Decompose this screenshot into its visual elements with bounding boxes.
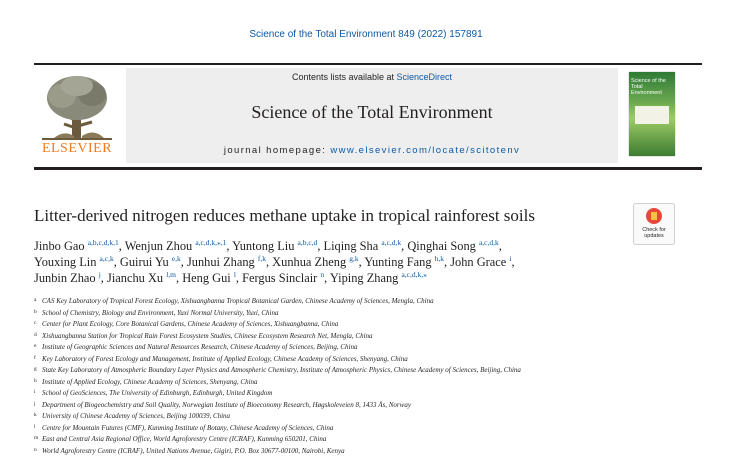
author-list xyxy=(34,238,634,286)
author-affiliation-marks[interactable]: a,c,d,k,⁎,1 xyxy=(195,238,227,247)
affiliation-key: b xyxy=(34,308,37,315)
author-separator: , xyxy=(176,271,183,285)
affiliation-key: g xyxy=(34,366,37,372)
author-name[interactable]: John Grace xyxy=(450,255,510,269)
author-affiliation-marks[interactable]: a,c,d,k xyxy=(381,238,402,247)
author-name[interactable]: Jinbo Gao xyxy=(34,239,88,253)
contents-prefix: Contents lists available at xyxy=(291,72,397,82)
author-affiliation-marks[interactable]: f,k xyxy=(257,254,266,263)
affiliation-item xyxy=(34,410,714,422)
author-affiliation-marks[interactable]: i xyxy=(509,254,512,263)
author-affiliation-marks[interactable]: n xyxy=(320,270,325,279)
affiliation-item xyxy=(34,387,714,399)
affiliation-text: State Key Laboratory of Atmospheric Boundary Layer Physics and Atmospheric Chemistry, Institute of Atmospheric Physics, Chinese Academy of Sciences, Beijing, China xyxy=(42,366,521,374)
affiliation-key: n xyxy=(34,446,37,453)
affiliation-text: Department of Biogeochemistry and Soil Quality, Norwegian Institute of Bioeconomy Research, Høgskoleveien 8, 1433 Ås, Norway xyxy=(42,400,411,409)
contents-line xyxy=(126,72,618,82)
sciencedirect-link[interactable]: ScienceDirect xyxy=(396,72,453,82)
check-for-updates-label: Check for updates xyxy=(642,227,666,239)
author-affiliation-marks[interactable]: h,k xyxy=(434,254,444,263)
affiliation-text: School of Chemistry, Biology and Environment, Yuxi Normal University, Yuxi, China xyxy=(42,308,279,317)
journal-cover-thumbnail[interactable] xyxy=(629,72,675,156)
author-name[interactable]: Yuntong Liu xyxy=(232,239,298,253)
journal-title: Science of the Total Environment xyxy=(251,102,493,122)
top-rule xyxy=(34,63,702,65)
author-name[interactable]: Junhui Zhang xyxy=(186,255,258,269)
affiliation-text: CAS Key Laboratory of Tropical Forest Ecology, Xishuangbanna Tropical Botanical Garden, Chinese Academy of Sciences, Mengla, China xyxy=(42,297,434,305)
affiliation-item xyxy=(34,445,714,457)
author-separator: , xyxy=(324,271,330,285)
affiliation-text: University of Chinese Academy of Sciences, Beijing 100039, China xyxy=(42,412,231,420)
affiliation-text: Xishuangbanna Station for Tropical Rain Forest Ecosystem Studies, Chinese Ecosystem Research Net, Mengla, China xyxy=(42,331,373,340)
author-affiliation-marks[interactable]: a,c,d,k,⁎ xyxy=(401,270,427,279)
affiliation-item xyxy=(34,318,714,330)
author-separator: , xyxy=(118,239,125,253)
author-affiliation-marks[interactable]: a,c,k xyxy=(99,254,114,263)
affiliation-item xyxy=(34,353,714,365)
affiliation-text: Centre for Mountain Futures (CMF), Kunming Institute of Botany, Chinese Academy of Sciences, China xyxy=(42,423,334,432)
author-affiliation-marks[interactable]: j xyxy=(98,270,101,279)
author-separator: , xyxy=(443,255,451,269)
author-line xyxy=(34,270,634,286)
author-affiliation-marks[interactable]: e,k xyxy=(171,254,181,263)
homepage-line xyxy=(126,145,618,156)
author-separator: , xyxy=(113,255,120,269)
homepage-link[interactable]: www.elsevier.com/locate/scitotenv xyxy=(330,145,521,156)
affiliation-text: Institute of Geographic Sciences and Natural Resources Research, Chinese Academy of Sciences, Beijing, China xyxy=(42,343,358,351)
bottom-rule xyxy=(34,167,702,170)
affiliation-key: i xyxy=(34,389,36,395)
author-name[interactable]: Junbin Zhao xyxy=(34,271,99,285)
author-separator: , xyxy=(100,271,107,285)
affiliation-item xyxy=(34,307,714,319)
author-affiliation-marks[interactable]: l,m xyxy=(166,270,176,279)
journal-masthead xyxy=(126,68,618,163)
affiliation-text: East and Central Asia Regional Office, World Agroforestry Centre (ICRAF), Kunming 650201, China xyxy=(42,435,327,443)
author-name[interactable]: Heng Gui xyxy=(182,271,234,285)
affiliation-text: Institute of Applied Ecology, Chinese Academy of Sciences, Shenyang, China xyxy=(42,377,258,386)
author-name[interactable]: Yunting Fang xyxy=(364,255,435,269)
author-affiliation-marks[interactable]: g,k xyxy=(349,254,359,263)
affiliation-text: Key Laboratory of Forest Ecology and Management, Institute of Applied Ecology, Chinese Academy of Sciences, Shenyang, China xyxy=(42,354,408,363)
affiliation-list xyxy=(34,295,714,456)
author-separator: , xyxy=(358,255,365,269)
author-name[interactable]: Xunhua Zheng xyxy=(272,255,350,269)
affiliation-key: l xyxy=(34,423,36,430)
affiliation-item xyxy=(34,399,714,411)
author-affiliation-marks[interactable]: a,b,c,d,k,1 xyxy=(87,238,119,247)
affiliation-key: k xyxy=(34,412,37,418)
author-name[interactable]: Yiping Zhang xyxy=(329,271,402,285)
author-name[interactable]: Fergus Sinclair xyxy=(242,271,321,285)
affiliation-item xyxy=(34,422,714,434)
affiliation-item xyxy=(34,364,714,376)
affiliation-item xyxy=(34,341,714,353)
affiliation-item xyxy=(34,376,714,388)
author-line xyxy=(34,254,634,270)
elsevier-wordmark[interactable]: ELSEVIER xyxy=(41,141,113,156)
author-separator: , xyxy=(511,255,515,269)
affiliation-key: h xyxy=(34,377,37,384)
affiliation-key: a xyxy=(34,297,37,303)
homepage-prefix: journal homepage: xyxy=(223,145,331,156)
author-separator: , xyxy=(180,255,187,269)
affiliation-item xyxy=(34,330,714,342)
cover-title: Science of the Total Environment xyxy=(631,78,666,96)
author-affiliation-marks[interactable]: l xyxy=(233,270,236,279)
check-for-updates-icon xyxy=(646,208,662,224)
author-separator: , xyxy=(401,239,408,253)
author-separator: , xyxy=(235,271,243,285)
author-name[interactable]: Guirui Yu xyxy=(119,255,172,269)
cover-inset xyxy=(635,106,669,124)
author-affiliation-marks[interactable]: a,b,c,d xyxy=(297,238,318,247)
affiliation-key: d xyxy=(34,331,37,338)
author-name[interactable]: Liqing Sha xyxy=(323,239,382,253)
affiliation-item xyxy=(34,433,714,445)
article-title: Litter-derived nitrogen reduces methane uptake in tropical rainforest soils xyxy=(34,206,535,225)
affiliation-key: e xyxy=(34,343,37,349)
affiliation-key: f xyxy=(34,354,36,361)
author-separator: , xyxy=(498,239,502,253)
author-name[interactable]: Jianchu Xu xyxy=(107,271,167,285)
affiliation-key: m xyxy=(34,435,39,441)
affiliation-item xyxy=(34,295,714,307)
author-name[interactable]: Qinghai Song xyxy=(407,239,479,253)
affiliation-key: j xyxy=(34,400,36,407)
check-for-updates-button[interactable] xyxy=(633,203,675,245)
author-separator: , xyxy=(226,239,233,253)
journal-reference[interactable]: Science of the Total Environment 849 (2022) 157891 xyxy=(249,29,483,40)
affiliation-text: World Agroforestry Centre (ICRAF), United Nations Avenue, Gigiri, P.O. Box 30677-00100, Nairobi, Kenya xyxy=(42,446,345,455)
affiliation-text: School of GeoSciences, The University of Edinburgh, Edinburgh, United Kingdom xyxy=(42,389,273,397)
affiliation-key: c xyxy=(34,320,37,326)
affiliation-text: Center for Plant Ecology, Core Botanical Gardens, Chinese Academy of Sciences, Xishuangbanna, China xyxy=(42,320,339,328)
author-separator: , xyxy=(317,239,324,253)
author-affiliation-marks[interactable]: a,c,d,k xyxy=(478,238,499,247)
author-name[interactable]: Youxing Lin xyxy=(34,255,100,269)
author-line xyxy=(34,238,634,254)
author-name[interactable]: Wenjun Zhou xyxy=(124,239,196,253)
author-separator: , xyxy=(265,255,273,269)
